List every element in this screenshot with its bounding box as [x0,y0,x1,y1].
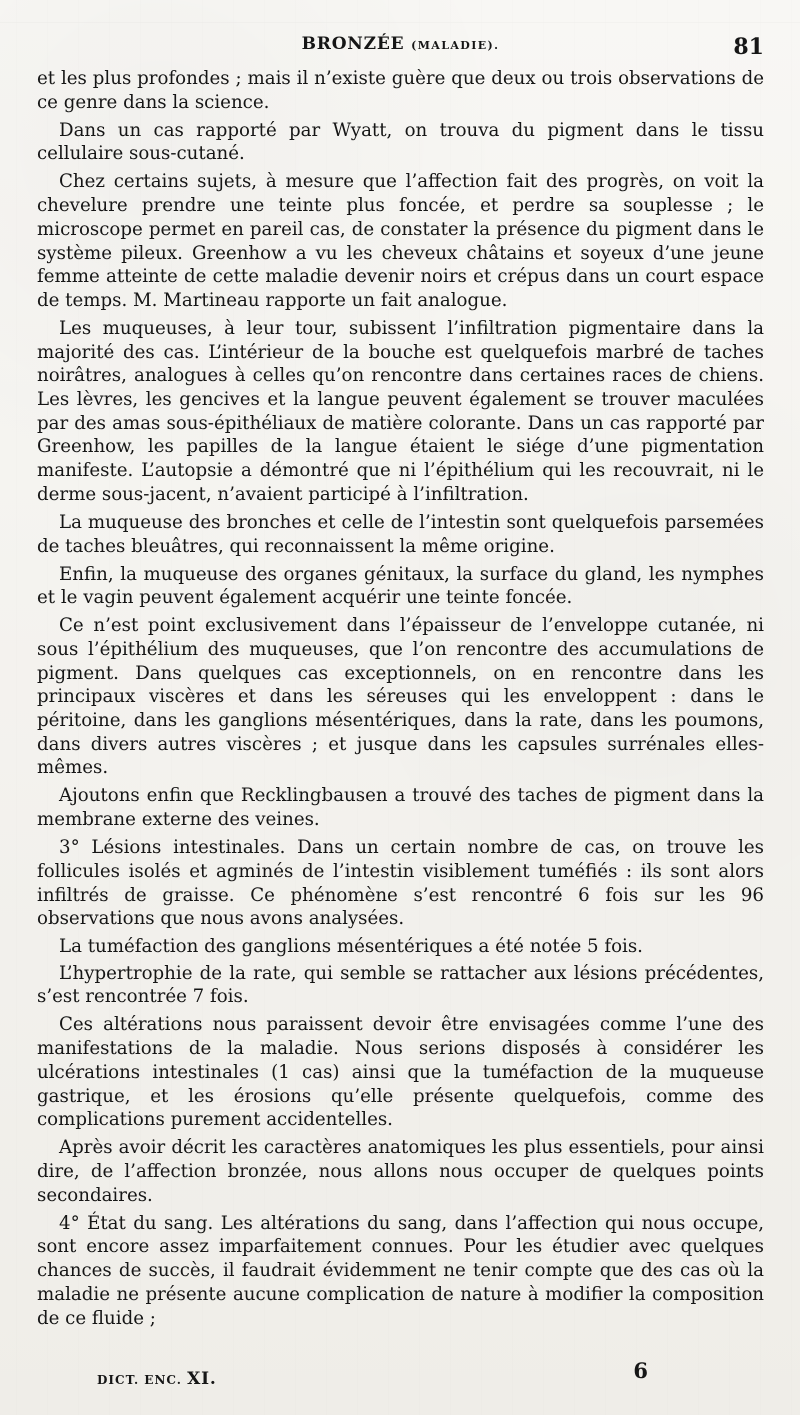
running-title [37,34,764,54]
section-intestinal-lesions: 3° Lésions intestinales. Dans un certain nombre de cas, on trouve les follicules isolés et agminés de l’intestin visiblement tuméfiés : ils sont alors infiltrés de graisse. Ce phénomène s’est rencontré 6 fois sur les 96 observations que nous avons analysées. [37,837,764,930]
paragraph: Après avoir décrit les caractères anatomiques les plus essentiels, pour ainsi dire, de l’affection bronzée, nous allons nous occuper de quelques points secondaires. [37,1137,764,1206]
paragraph: et les plus profondes ; mais il n’existe guère que deux ou trois observations de ce genre dans la science. [37,68,764,113]
paragraph: Enfin, la muqueuse des organes génitaux, la surface du gland, les nymphes et le vagin peuvent également acquérir une teinte foncée. [37,563,764,609]
paragraph: Chez certains sujets, à mesure que l’affection fait des progrès, on voit la chevelure prendre une teinte plus foncée, et perdre sa souplesse ; le microscope permet en pareil cas, de constater la présence du pigment dans le système pileux. Greenhow a vu les cheveux châtains et soyeux d’une jeune femme atteinte de cette maladie devenir noirs et crépus dans un court espace de temps. M. Martineau rapporte un fait analogue. [37,171,764,311]
paragraph: Les muqueuses, à leur tour, subissent l’infiltration pigmentaire dans la majorité des cas. L’intérieur de la bouche est quelquefois marbré de taches noirâtres, analogues à celles qu’on rencontre dans certaines races de chiens. Les lèvres, les gencives et la langue peuvent également se trouver maculées par des amas sous-épithéliaux de matière colorante. Dans un cas rapporté par Greenhow, les papilles de la langue étaient le siége d’une pigmentation manifeste. L’autopsie a démontré que ni l’épithélium qui les recouvrait, ni le derme sous-jacent, n’avaient participé à l’infiltration. [37,317,764,505]
running-title-subtitle: (MALADIE). [411,39,500,52]
printer-signature-volume: XI. [187,1369,217,1389]
paragraph: Ces altérations nous paraissent devoir être envisagées comme l’une des manifestations de la maladie. Nous serions disposés à considérer les ulcérations intestinales (1 cas) ainsi que la tuméfaction de la muqueuse gastrique, et les érosions qu’elle présente quelquefois, comme des complications purement accidentelles. [37,1014,764,1131]
paragraph: Ajoutons enfin que Recklingbausen a trouvé des taches de pigment dans la membrane externe des veines. [37,785,764,831]
printer-signature [97,1369,217,1389]
page-footer [37,1355,766,1390]
printer-signature-prefix: DICT. ENC. [97,1373,182,1387]
running-title-main: BRONZÉE [301,34,405,54]
paragraph: La muqueuse des bronches et celle de l’intestin sont quelquefois parsemées de taches bleuâtres, qui reconnaissent la même origine. [37,511,764,557]
page-header [37,34,764,64]
section-blood-state: 4° État du sang. Les altérations du sang, dans l’affection qui nous occupe, sont encore assez imparfaitement connues. Pour les étudier avec quelques chances de succès, il faudrait évidemment ne tenir compte que des cas où la maladie ne présente aucune complication de nature à modifier la composition de ce fluide ; [37,1212,764,1329]
sheet-number: 6 [633,1358,648,1383]
paragraph: Dans un cas rapporté par Wyatt, on trouva du pigment dans le tissu cellulaire sous-cutané. [37,119,764,165]
paragraph: La tuméfaction des ganglions mésentériques a été notée 5 fois. [59,936,643,958]
body-text [37,67,764,1330]
paragraph: Ce n’est point exclusivement dans l’épaisseur de l’enveloppe cutanée, ni sous l’épithélium des muqueuses, que l’on rencontre des accumulations de pigment. Dans quelques cas exceptionnels, on en rencontre dans les principaux viscères et dans les séreuses qui les enveloppent : dans le péritoine, dans les ganglions mésentériques, dans la rate, dans les poumons, dans divers autres viscères ; et jusque dans les capsules surrénales elles-mêmes. [37,615,764,779]
page-number: 81 [733,34,764,60]
paragraph: L’hypertrophie de la rate, qui semble se rattacher aux lésions précédentes, s’est rencontrée 7 fois. [37,962,764,1008]
